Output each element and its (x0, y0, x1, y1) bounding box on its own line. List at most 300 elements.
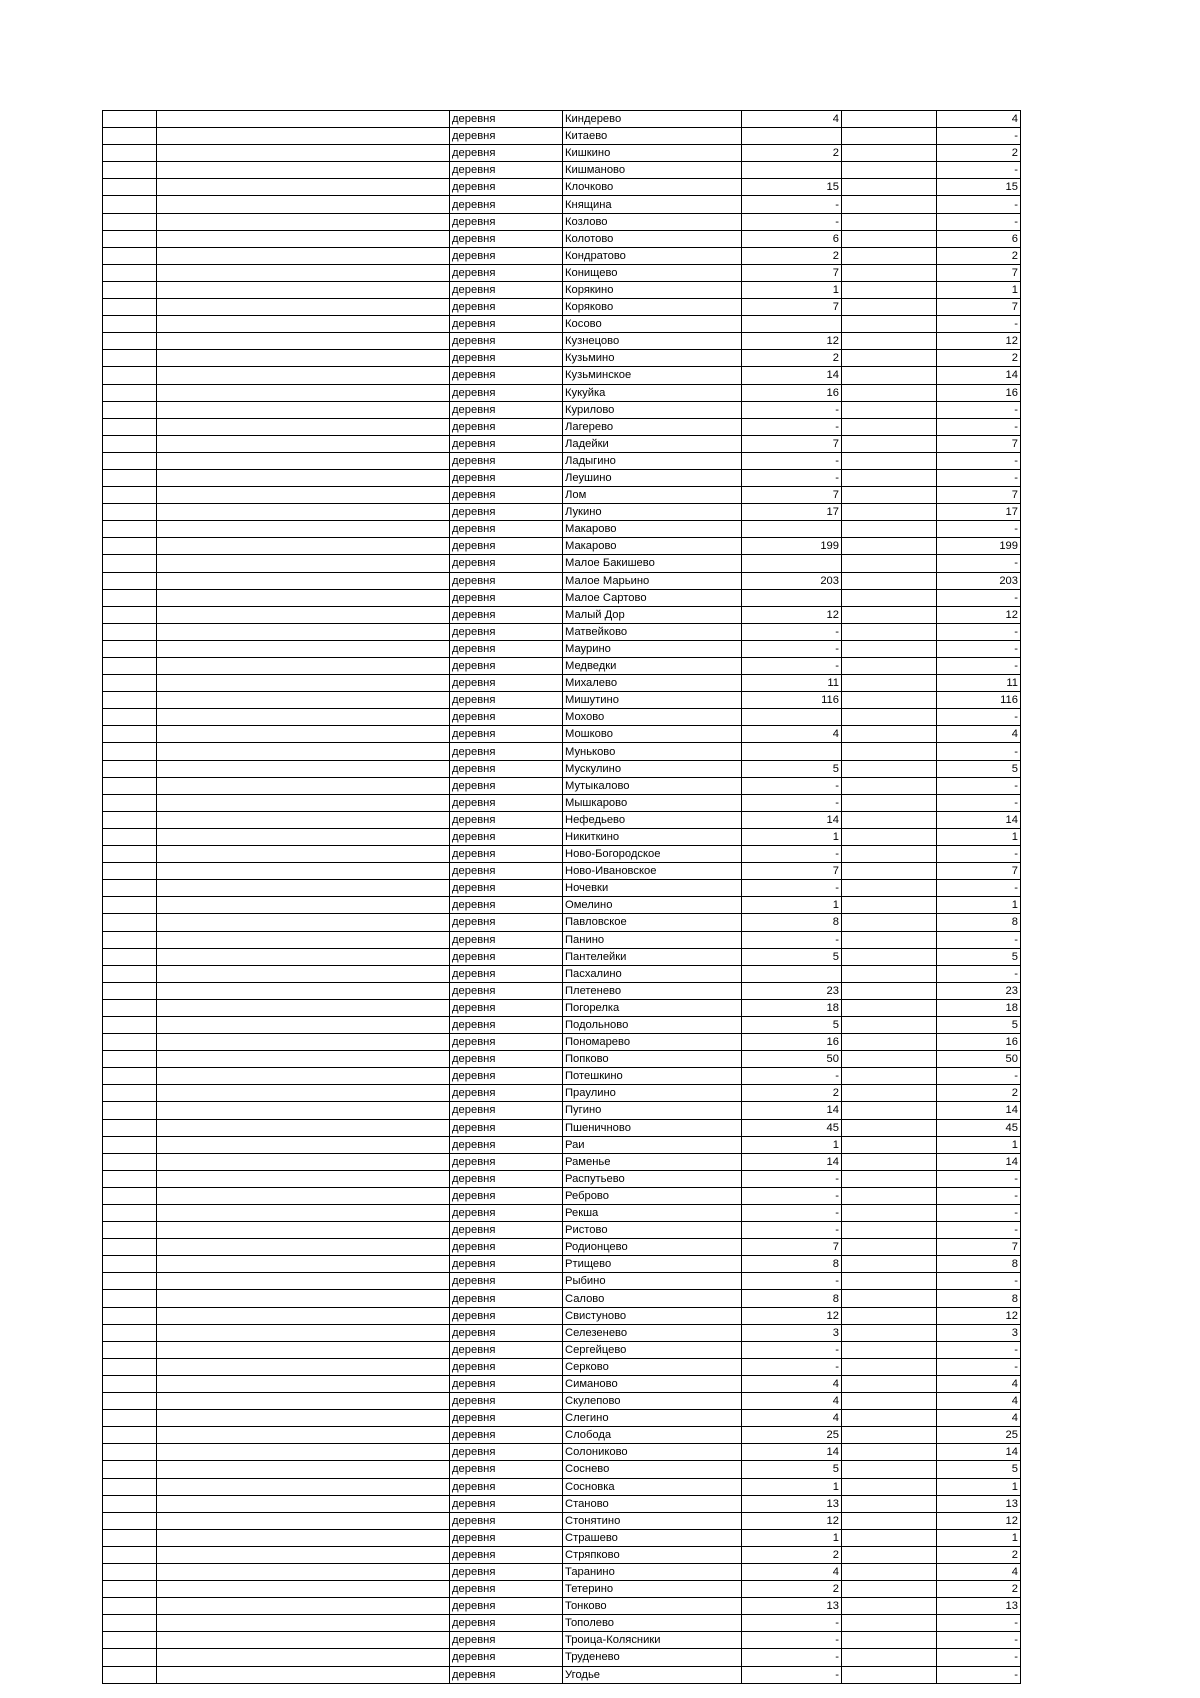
settlement-name-cell: Ново-Ивановское (563, 863, 742, 880)
value-count-cell: 18 (937, 999, 1021, 1016)
table-row (103, 538, 1021, 555)
blank-cell-b (157, 1444, 450, 1461)
total-count-cell: - (742, 794, 842, 811)
settlement-type-cell: деревня (450, 1119, 563, 1136)
table-row (103, 1136, 1021, 1153)
settlement-type-cell: деревня (450, 128, 563, 145)
blank-cell-c (842, 1649, 937, 1666)
blank-cell-b (157, 1187, 450, 1204)
blank-cell-a (103, 264, 157, 281)
settlement-type-cell: деревня (450, 1478, 563, 1495)
total-count-cell: 8 (742, 1256, 842, 1273)
settlement-type-cell: деревня (450, 1034, 563, 1051)
settlement-type-cell: деревня (450, 1444, 563, 1461)
blank-cell-a (103, 572, 157, 589)
blank-cell-c (842, 435, 937, 452)
total-count-cell: - (742, 1615, 842, 1632)
blank-cell-c (842, 333, 937, 350)
blank-cell-b (157, 658, 450, 675)
value-count-cell: 23 (937, 982, 1021, 999)
total-count-cell: - (742, 931, 842, 948)
settlement-type-cell: деревня (450, 1170, 563, 1187)
settlement-type-cell: деревня (450, 469, 563, 486)
settlement-type-cell: деревня (450, 897, 563, 914)
total-count-cell: 45 (742, 1119, 842, 1136)
blank-cell-a (103, 1170, 157, 1187)
total-count-cell: 8 (742, 1290, 842, 1307)
total-count-cell: 3 (742, 1324, 842, 1341)
value-count-cell: - (937, 521, 1021, 538)
table-row (103, 1461, 1021, 1478)
table-row (103, 230, 1021, 247)
blank-cell-b (157, 1649, 450, 1666)
value-count-cell: 7 (937, 435, 1021, 452)
total-count-cell: 14 (742, 1102, 842, 1119)
blank-cell-b (157, 111, 450, 128)
total-count-cell: 11 (742, 675, 842, 692)
total-count-cell: - (742, 196, 842, 213)
settlement-type-cell: деревня (450, 1153, 563, 1170)
table-row (103, 999, 1021, 1016)
settlement-name-cell: Рекша (563, 1205, 742, 1222)
value-count-cell: 7 (937, 487, 1021, 504)
table-row (103, 828, 1021, 845)
settlement-name-cell: Тополево (563, 1615, 742, 1632)
settlement-type-cell: деревня (450, 1068, 563, 1085)
value-count-cell: - (937, 1649, 1021, 1666)
settlement-type-cell: деревня (450, 1649, 563, 1666)
blank-cell-c (842, 299, 937, 316)
value-count-cell: 16 (937, 384, 1021, 401)
total-count-cell: 1 (742, 1136, 842, 1153)
value-count-cell: - (937, 452, 1021, 469)
blank-cell-a (103, 128, 157, 145)
blank-cell-b (157, 281, 450, 298)
settlement-type-cell: деревня (450, 384, 563, 401)
settlement-name-cell: Мутыкалово (563, 777, 742, 794)
blank-cell-c (842, 521, 937, 538)
blank-cell-a (103, 948, 157, 965)
blank-cell-c (842, 1410, 937, 1427)
blank-cell-a (103, 1410, 157, 1427)
settlement-name-cell: Лагерево (563, 418, 742, 435)
settlement-name-cell: Троица-Колясники (563, 1632, 742, 1649)
total-count-cell: 4 (742, 111, 842, 128)
total-count-cell: 12 (742, 606, 842, 623)
blank-cell-b (157, 1290, 450, 1307)
total-count-cell: - (742, 452, 842, 469)
value-count-cell: - (937, 1205, 1021, 1222)
blank-cell-a (103, 1205, 157, 1222)
blank-cell-b (157, 230, 450, 247)
blank-cell-a (103, 709, 157, 726)
table-row (103, 726, 1021, 743)
settlement-type-cell: деревня (450, 692, 563, 709)
settlement-name-cell: Солониково (563, 1444, 742, 1461)
blank-cell-a (103, 367, 157, 384)
settlement-name-cell: Макарово (563, 521, 742, 538)
table-row (103, 1205, 1021, 1222)
blank-cell-c (842, 675, 937, 692)
blank-cell-c (842, 1495, 937, 1512)
blank-cell-b (157, 675, 450, 692)
blank-cell-a (103, 1102, 157, 1119)
blank-cell-a (103, 999, 157, 1016)
value-count-cell: 8 (937, 1256, 1021, 1273)
settlement-type-cell: деревня (450, 162, 563, 179)
blank-cell-a (103, 1393, 157, 1410)
blank-cell-a (103, 1290, 157, 1307)
blank-cell-a (103, 760, 157, 777)
blank-cell-b (157, 435, 450, 452)
total-count-cell: - (742, 401, 842, 418)
blank-cell-c (842, 247, 937, 264)
value-count-cell: - (937, 196, 1021, 213)
total-count-cell: 1 (742, 281, 842, 298)
settlement-name-cell: Маурино (563, 640, 742, 657)
blank-cell-a (103, 111, 157, 128)
blank-cell-c (842, 982, 937, 999)
value-count-cell: 4 (937, 1393, 1021, 1410)
settlement-type-cell: деревня (450, 179, 563, 196)
value-count-cell: 12 (937, 1512, 1021, 1529)
value-count-cell: 2 (937, 1581, 1021, 1598)
settlement-type-cell: деревня (450, 1581, 563, 1598)
settlement-type-cell: деревня (450, 1205, 563, 1222)
settlement-name-cell: Рыбино (563, 1273, 742, 1290)
settlement-name-cell: Стряпково (563, 1546, 742, 1563)
value-count-cell: 2 (937, 145, 1021, 162)
blank-cell-b (157, 1102, 450, 1119)
settlement-type-cell: деревня (450, 828, 563, 845)
settlement-name-cell: Малое Сартово (563, 589, 742, 606)
table-row (103, 1239, 1021, 1256)
value-count-cell: - (937, 162, 1021, 179)
total-count-cell: - (742, 1187, 842, 1204)
table-row (103, 384, 1021, 401)
settlement-name-cell: Таранино (563, 1563, 742, 1580)
table-row (103, 333, 1021, 350)
total-count-cell: 14 (742, 367, 842, 384)
table-row (103, 794, 1021, 811)
value-count-cell: 6 (937, 230, 1021, 247)
total-count-cell: - (742, 640, 842, 657)
settlement-name-cell: Реброво (563, 1187, 742, 1204)
blank-cell-b (157, 914, 450, 931)
blank-cell-a (103, 299, 157, 316)
settlement-type-cell: деревня (450, 230, 563, 247)
settlement-type-cell: деревня (450, 965, 563, 982)
table-row (103, 897, 1021, 914)
total-count-cell: 14 (742, 1444, 842, 1461)
table-row (103, 162, 1021, 179)
settlement-type-cell: деревня (450, 999, 563, 1016)
value-count-cell: 2 (937, 1085, 1021, 1102)
blank-cell-b (157, 726, 450, 743)
blank-cell-c (842, 230, 937, 247)
blank-cell-c (842, 1598, 937, 1615)
blank-cell-a (103, 863, 157, 880)
blank-cell-b (157, 264, 450, 281)
blank-cell-a (103, 1546, 157, 1563)
table-row (103, 1427, 1021, 1444)
blank-cell-a (103, 1444, 157, 1461)
table-row (103, 1478, 1021, 1495)
total-count-cell: - (742, 1632, 842, 1649)
blank-cell-a (103, 162, 157, 179)
settlement-type-cell: деревня (450, 1290, 563, 1307)
table-row (103, 1546, 1021, 1563)
settlement-type-cell: деревня (450, 281, 563, 298)
blank-cell-b (157, 982, 450, 999)
settlement-name-cell: Салово (563, 1290, 742, 1307)
blank-cell-c (842, 743, 937, 760)
blank-cell-b (157, 1410, 450, 1427)
settlement-type-cell: деревня (450, 1273, 563, 1290)
value-count-cell: 5 (937, 1461, 1021, 1478)
value-count-cell: - (937, 1632, 1021, 1649)
table-row (103, 948, 1021, 965)
settlement-type-cell: деревня (450, 1187, 563, 1204)
blank-cell-c (842, 572, 937, 589)
total-count-cell: 15 (742, 179, 842, 196)
settlement-name-cell: Медведки (563, 658, 742, 675)
value-count-cell: 14 (937, 1153, 1021, 1170)
blank-cell-c (842, 794, 937, 811)
blank-cell-c (842, 469, 937, 486)
settlement-name-cell: Селезенево (563, 1324, 742, 1341)
blank-cell-a (103, 179, 157, 196)
table-row (103, 1085, 1021, 1102)
blank-cell-c (842, 538, 937, 555)
blank-cell-b (157, 1375, 450, 1392)
blank-cell-b (157, 589, 450, 606)
blank-cell-a (103, 658, 157, 675)
blank-cell-b (157, 709, 450, 726)
value-count-cell: - (937, 1170, 1021, 1187)
blank-cell-b (157, 1324, 450, 1341)
blank-cell-b (157, 555, 450, 572)
value-count-cell: 12 (937, 333, 1021, 350)
blank-cell-b (157, 1495, 450, 1512)
settlement-type-cell: деревня (450, 538, 563, 555)
settlement-name-cell: Мышкарово (563, 794, 742, 811)
blank-cell-a (103, 1068, 157, 1085)
blank-cell-c (842, 145, 937, 162)
table-row (103, 1324, 1021, 1341)
table-row (103, 1393, 1021, 1410)
blank-cell-a (103, 418, 157, 435)
table-row (103, 350, 1021, 367)
total-count-cell: - (742, 418, 842, 435)
settlement-name-cell: Кузнецово (563, 333, 742, 350)
value-count-cell: 16 (937, 1034, 1021, 1051)
settlement-type-cell: деревня (450, 1358, 563, 1375)
blank-cell-c (842, 658, 937, 675)
table-row (103, 1615, 1021, 1632)
table-row (103, 1222, 1021, 1239)
blank-cell-c (842, 1615, 937, 1632)
settlement-name-cell: Лом (563, 487, 742, 504)
blank-cell-b (157, 999, 450, 1016)
blank-cell-b (157, 504, 450, 521)
blank-cell-c (842, 1290, 937, 1307)
total-count-cell (742, 709, 842, 726)
total-count-cell: 1 (742, 828, 842, 845)
blank-cell-b (157, 1546, 450, 1563)
blank-cell-c (842, 1427, 937, 1444)
blank-cell-b (157, 1563, 450, 1580)
settlement-name-cell: Ладыгино (563, 452, 742, 469)
value-count-cell: 2 (937, 1546, 1021, 1563)
settlement-type-cell: деревня (450, 623, 563, 640)
table-row (103, 572, 1021, 589)
blank-cell-b (157, 1427, 450, 1444)
blank-cell-c (842, 1307, 937, 1324)
blank-cell-c (842, 1222, 937, 1239)
table-row (103, 487, 1021, 504)
value-count-cell: 7 (937, 264, 1021, 281)
blank-cell-a (103, 1512, 157, 1529)
blank-cell-c (842, 504, 937, 521)
blank-cell-a (103, 1375, 157, 1392)
blank-cell-a (103, 1324, 157, 1341)
blank-cell-a (103, 333, 157, 350)
settlement-name-cell: Омелино (563, 897, 742, 914)
blank-cell-a (103, 504, 157, 521)
value-count-cell: 7 (937, 863, 1021, 880)
value-count-cell: 11 (937, 675, 1021, 692)
total-count-cell: 50 (742, 1051, 842, 1068)
blank-cell-c (842, 264, 937, 281)
total-count-cell: 14 (742, 1153, 842, 1170)
value-count-cell: 8 (937, 914, 1021, 931)
settlement-name-cell: Коряково (563, 299, 742, 316)
blank-cell-a (103, 794, 157, 811)
settlement-name-cell: Раменье (563, 1153, 742, 1170)
settlement-type-cell: деревня (450, 504, 563, 521)
blank-cell-a (103, 828, 157, 845)
value-count-cell: 4 (937, 111, 1021, 128)
value-count-cell: 4 (937, 1375, 1021, 1392)
settlement-name-cell: Мошково (563, 726, 742, 743)
blank-cell-a (103, 1581, 157, 1598)
blank-cell-b (157, 538, 450, 555)
blank-cell-c (842, 1239, 937, 1256)
blank-cell-a (103, 384, 157, 401)
total-count-cell: - (742, 1222, 842, 1239)
blank-cell-a (103, 1136, 157, 1153)
settlement-name-cell: Тетерино (563, 1581, 742, 1598)
settlements-table-sheet (102, 110, 1020, 1684)
table-row (103, 1666, 1021, 1683)
blank-cell-c (842, 350, 937, 367)
blank-cell-c (842, 777, 937, 794)
blank-cell-b (157, 1393, 450, 1410)
total-count-cell: 4 (742, 1375, 842, 1392)
settlement-name-cell: Пшеничново (563, 1119, 742, 1136)
blank-cell-a (103, 1358, 157, 1375)
settlement-type-cell: деревня (450, 640, 563, 657)
total-count-cell: 2 (742, 247, 842, 264)
settlement-type-cell: деревня (450, 1461, 563, 1478)
total-count-cell: 2 (742, 1581, 842, 1598)
total-count-cell: - (742, 1170, 842, 1187)
table-row (103, 179, 1021, 196)
blank-cell-b (157, 162, 450, 179)
settlement-name-cell: Кузьмино (563, 350, 742, 367)
table-row (103, 1307, 1021, 1324)
blank-cell-c (842, 555, 937, 572)
table-row (103, 1581, 1021, 1598)
settlement-name-cell: Слобода (563, 1427, 742, 1444)
blank-cell-b (157, 1273, 450, 1290)
value-count-cell: 5 (937, 948, 1021, 965)
table-row (103, 675, 1021, 692)
settlement-name-cell: Малое Марьино (563, 572, 742, 589)
settlement-type-cell: деревня (450, 982, 563, 999)
total-count-cell (742, 316, 842, 333)
settlement-type-cell: деревня (450, 606, 563, 623)
value-count-cell: - (937, 589, 1021, 606)
total-count-cell: - (742, 846, 842, 863)
table-row (103, 623, 1021, 640)
settlement-name-cell: Панино (563, 931, 742, 948)
blank-cell-b (157, 521, 450, 538)
settlement-type-cell: деревня (450, 1666, 563, 1683)
settlement-type-cell: деревня (450, 931, 563, 948)
value-count-cell: 7 (937, 299, 1021, 316)
blank-cell-c (842, 1444, 937, 1461)
total-count-cell (742, 128, 842, 145)
total-count-cell: - (742, 1341, 842, 1358)
total-count-cell: 1 (742, 897, 842, 914)
table-row (103, 401, 1021, 418)
blank-cell-b (157, 623, 450, 640)
total-count-cell: - (742, 1666, 842, 1683)
table-row (103, 880, 1021, 897)
settlement-name-cell: Княщина (563, 196, 742, 213)
settlement-type-cell: деревня (450, 333, 563, 350)
table-row (103, 1632, 1021, 1649)
value-count-cell: 17 (937, 504, 1021, 521)
settlement-type-cell: деревня (450, 247, 563, 264)
total-count-cell: 6 (742, 230, 842, 247)
settlement-type-cell: деревня (450, 452, 563, 469)
blank-cell-c (842, 1119, 937, 1136)
blank-cell-b (157, 828, 450, 845)
blank-cell-a (103, 1256, 157, 1273)
table-row (103, 264, 1021, 281)
settlement-name-cell: Попково (563, 1051, 742, 1068)
blank-cell-a (103, 401, 157, 418)
table-row (103, 299, 1021, 316)
table-row (103, 811, 1021, 828)
settlement-name-cell: Киндерево (563, 111, 742, 128)
table-row (103, 247, 1021, 264)
blank-cell-a (103, 623, 157, 640)
total-count-cell: - (742, 880, 842, 897)
table-row (103, 1119, 1021, 1136)
blank-cell-c (842, 760, 937, 777)
blank-cell-a (103, 1222, 157, 1239)
blank-cell-c (842, 692, 937, 709)
blank-cell-b (157, 880, 450, 897)
table-row (103, 1563, 1021, 1580)
blank-cell-b (157, 350, 450, 367)
table-row (103, 777, 1021, 794)
settlement-name-cell: Ново-Богородское (563, 846, 742, 863)
